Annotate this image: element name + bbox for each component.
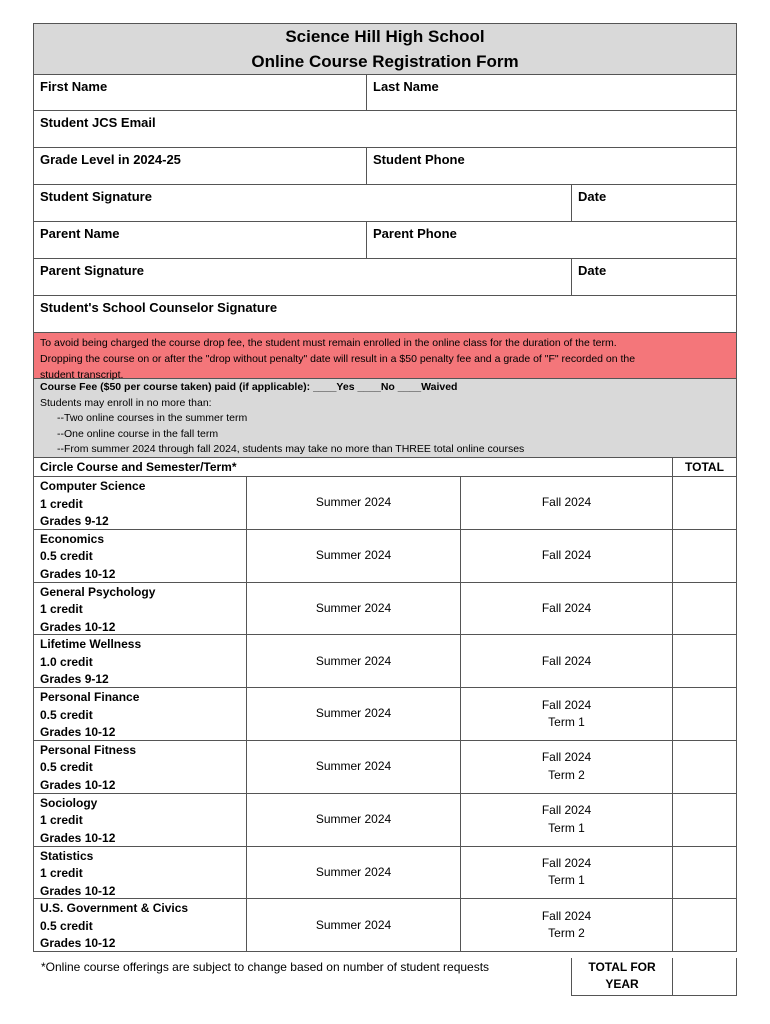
total-column-header: TOTAL — [685, 460, 724, 474]
summer-option[interactable] — [247, 583, 461, 635]
warning-line-1: To avoid being charged the course drop fee, the student must remain enrolled in the online class for the duration of the term. — [40, 337, 617, 349]
fall-label: Fall 2024 — [541, 803, 592, 818]
course-grades: Grades 10-12 — [40, 566, 116, 581]
counselor-row — [34, 296, 736, 333]
parent-row — [34, 222, 736, 259]
course-grades: Grades 9-12 — [40, 514, 109, 528]
table-row — [34, 635, 736, 688]
jcs-email-field[interactable]: Student JCS Email — [40, 115, 156, 130]
course-grades: Grades 10-12 — [40, 777, 116, 792]
fall-term-label: Term 1 — [548, 715, 585, 730]
course-credit: 1 credit — [40, 813, 83, 828]
fall-label: Fall 2024 — [541, 495, 592, 510]
summer-option[interactable] — [247, 847, 461, 899]
fall-option[interactable] — [461, 688, 673, 740]
fall-option[interactable] — [461, 635, 673, 687]
table-row — [34, 477, 736, 530]
course-table-body — [34, 477, 736, 952]
course-credit: 0.5 credit — [40, 549, 93, 564]
table-row — [34, 688, 736, 741]
warning-line-2: Dropping the course on or after the "drop without penalty" date will result in a $50 penalty fee and a grade of "F" recorded on the — [40, 353, 636, 365]
fall-label: Fall 2024 — [541, 697, 592, 712]
course-fee-line: Course Fee ($50 per course taken) paid (if applicable): ____Yes ____No ____Waived — [40, 381, 458, 393]
course-info — [34, 899, 247, 951]
enroll-limit-text: Students may enroll in no more than: — [40, 396, 212, 409]
fall-term-label: Term 1 — [548, 820, 585, 835]
summer-option[interactable] — [247, 741, 461, 793]
course-total-cell[interactable] — [673, 530, 736, 582]
table-row — [34, 899, 736, 952]
limit-rule-summer: --Two online courses in the summer term — [57, 412, 248, 424]
course-info — [34, 530, 247, 582]
summer-option[interactable] — [247, 899, 461, 951]
form-title: Online Course Registration Form — [251, 52, 519, 71]
form-header — [34, 24, 736, 74]
course-grades: Grades 10-12 — [40, 619, 116, 634]
course-credit: 1 credit — [40, 866, 83, 881]
grade-level-field[interactable]: Grade Level in 2024-25 — [34, 148, 367, 184]
course-name: Personal Fitness — [40, 742, 137, 757]
course-info — [34, 847, 247, 899]
course-name: Statistics — [40, 848, 94, 863]
course-grades: Grades 9-12 — [40, 672, 109, 687]
course-total-cell[interactable] — [673, 477, 736, 529]
fall-option[interactable] — [461, 583, 673, 635]
fall-option[interactable] — [461, 794, 673, 846]
first-name-field[interactable]: First Name — [34, 75, 367, 110]
student-signature-field[interactable]: Student Signature — [34, 185, 572, 221]
fall-term-label: Term 1 — [548, 873, 585, 888]
course-name: Lifetime Wellness — [40, 637, 142, 652]
summer-label: Summer 2024 — [315, 547, 392, 562]
total-for-year-line-2: YEAR — [605, 977, 639, 991]
course-credit: 1 credit — [40, 602, 83, 617]
total-for-year-line-1: TOTAL FOR — [588, 960, 656, 974]
table-row — [34, 583, 736, 636]
parent-name-field[interactable]: Parent Name — [34, 222, 367, 258]
course-column-header: Circle Course and Semester/Term* — [34, 458, 673, 476]
drop-fee-warning — [34, 333, 736, 379]
total-for-year-label — [571, 958, 673, 996]
fall-label: Fall 2024 — [541, 653, 592, 668]
course-table-header — [34, 458, 736, 477]
fall-option[interactable] — [461, 741, 673, 793]
total-for-year-box[interactable] — [673, 958, 737, 996]
course-name: General Psychology — [40, 584, 156, 599]
course-name: U.S. Government & Civics — [40, 901, 189, 916]
course-name: Computer Science — [40, 479, 146, 493]
course-total-cell[interactable] — [673, 899, 736, 951]
summer-label: Summer 2024 — [315, 759, 392, 774]
course-fee-info — [34, 379, 736, 458]
course-name: Economics — [40, 531, 105, 546]
offerings-note: *Online course offerings are subject to change based on number of student requests — [41, 960, 490, 974]
email-row — [34, 111, 736, 148]
course-grades: Grades 10-12 — [40, 725, 116, 740]
course-grades: Grades 10-12 — [40, 883, 116, 898]
grade-phone-row — [34, 148, 736, 185]
course-total-cell[interactable] — [673, 847, 736, 899]
course-info — [34, 688, 247, 740]
summer-label: Summer 2024 — [315, 917, 392, 932]
last-name-field[interactable]: Last Name — [373, 79, 439, 94]
summer-label: Summer 2024 — [315, 495, 392, 510]
course-total-cell[interactable] — [673, 741, 736, 793]
course-info — [34, 635, 247, 687]
table-row — [34, 794, 736, 847]
limit-rule-total: --From summer 2024 through fall 2024, students may take no more than THREE total online courses — [57, 443, 525, 455]
course-total-cell[interactable] — [673, 635, 736, 687]
course-credit: 0.5 credit — [40, 760, 93, 775]
parent-phone-field[interactable]: Parent Phone — [373, 226, 457, 241]
course-total-cell[interactable] — [673, 794, 736, 846]
table-row — [34, 847, 736, 900]
course-grades: Grades 10-12 — [40, 830, 116, 845]
parent-signature-row — [34, 259, 736, 296]
parent-signature-field[interactable]: Parent Signature — [34, 259, 572, 295]
course-grades: Grades 10-12 — [40, 936, 116, 951]
student-signature-row — [34, 185, 736, 222]
school-name: Science Hill High School — [285, 27, 485, 46]
course-name: Personal Finance — [40, 690, 140, 705]
table-row — [34, 530, 736, 583]
student-phone-field[interactable]: Student Phone — [373, 152, 465, 167]
fall-label: Fall 2024 — [541, 908, 592, 923]
fall-term-label: Term 2 — [548, 767, 585, 782]
name-row — [34, 74, 736, 111]
summer-option[interactable] — [247, 477, 461, 529]
summer-option[interactable] — [247, 530, 461, 582]
summer-label: Summer 2024 — [315, 864, 392, 879]
fall-label: Fall 2024 — [541, 855, 592, 870]
fall-label: Fall 2024 — [541, 600, 592, 615]
summer-option[interactable] — [247, 688, 461, 740]
fall-label: Fall 2024 — [541, 750, 592, 765]
course-total-cell[interactable] — [673, 583, 736, 635]
fall-term-label: Term 2 — [548, 926, 585, 941]
course-total-cell[interactable] — [673, 688, 736, 740]
summer-label: Summer 2024 — [315, 706, 392, 721]
summer-label: Summer 2024 — [315, 653, 392, 668]
summer-option[interactable] — [247, 635, 461, 687]
summer-label: Summer 2024 — [315, 811, 392, 826]
student-date-field[interactable]: Date — [578, 189, 607, 204]
fall-option[interactable] — [461, 847, 673, 899]
warning-line-3: student transcript. — [40, 369, 124, 381]
counselor-signature-field[interactable]: Student's School Counselor Signature — [40, 300, 278, 315]
table-row — [34, 741, 736, 794]
form-footer — [33, 958, 737, 996]
registration-form — [33, 23, 737, 952]
course-credit: 0.5 credit — [40, 918, 93, 933]
course-info — [34, 741, 247, 793]
course-name: Sociology — [40, 795, 98, 810]
course-credit: 1 credit — [40, 496, 83, 511]
summer-label: Summer 2024 — [315, 600, 392, 615]
course-credit: 0.5 credit — [40, 707, 93, 722]
summer-option[interactable] — [247, 794, 461, 846]
course-credit: 1.0 credit — [40, 654, 93, 669]
fall-option[interactable] — [461, 899, 673, 951]
fall-option[interactable] — [461, 530, 673, 582]
fall-label: Fall 2024 — [541, 547, 592, 562]
course-info — [34, 794, 247, 846]
fall-option[interactable] — [461, 477, 673, 529]
parent-date-field[interactable]: Date — [578, 263, 607, 278]
course-info — [34, 477, 247, 529]
limit-rule-fall: --One online course in the fall term — [57, 427, 219, 440]
course-info — [34, 583, 247, 635]
